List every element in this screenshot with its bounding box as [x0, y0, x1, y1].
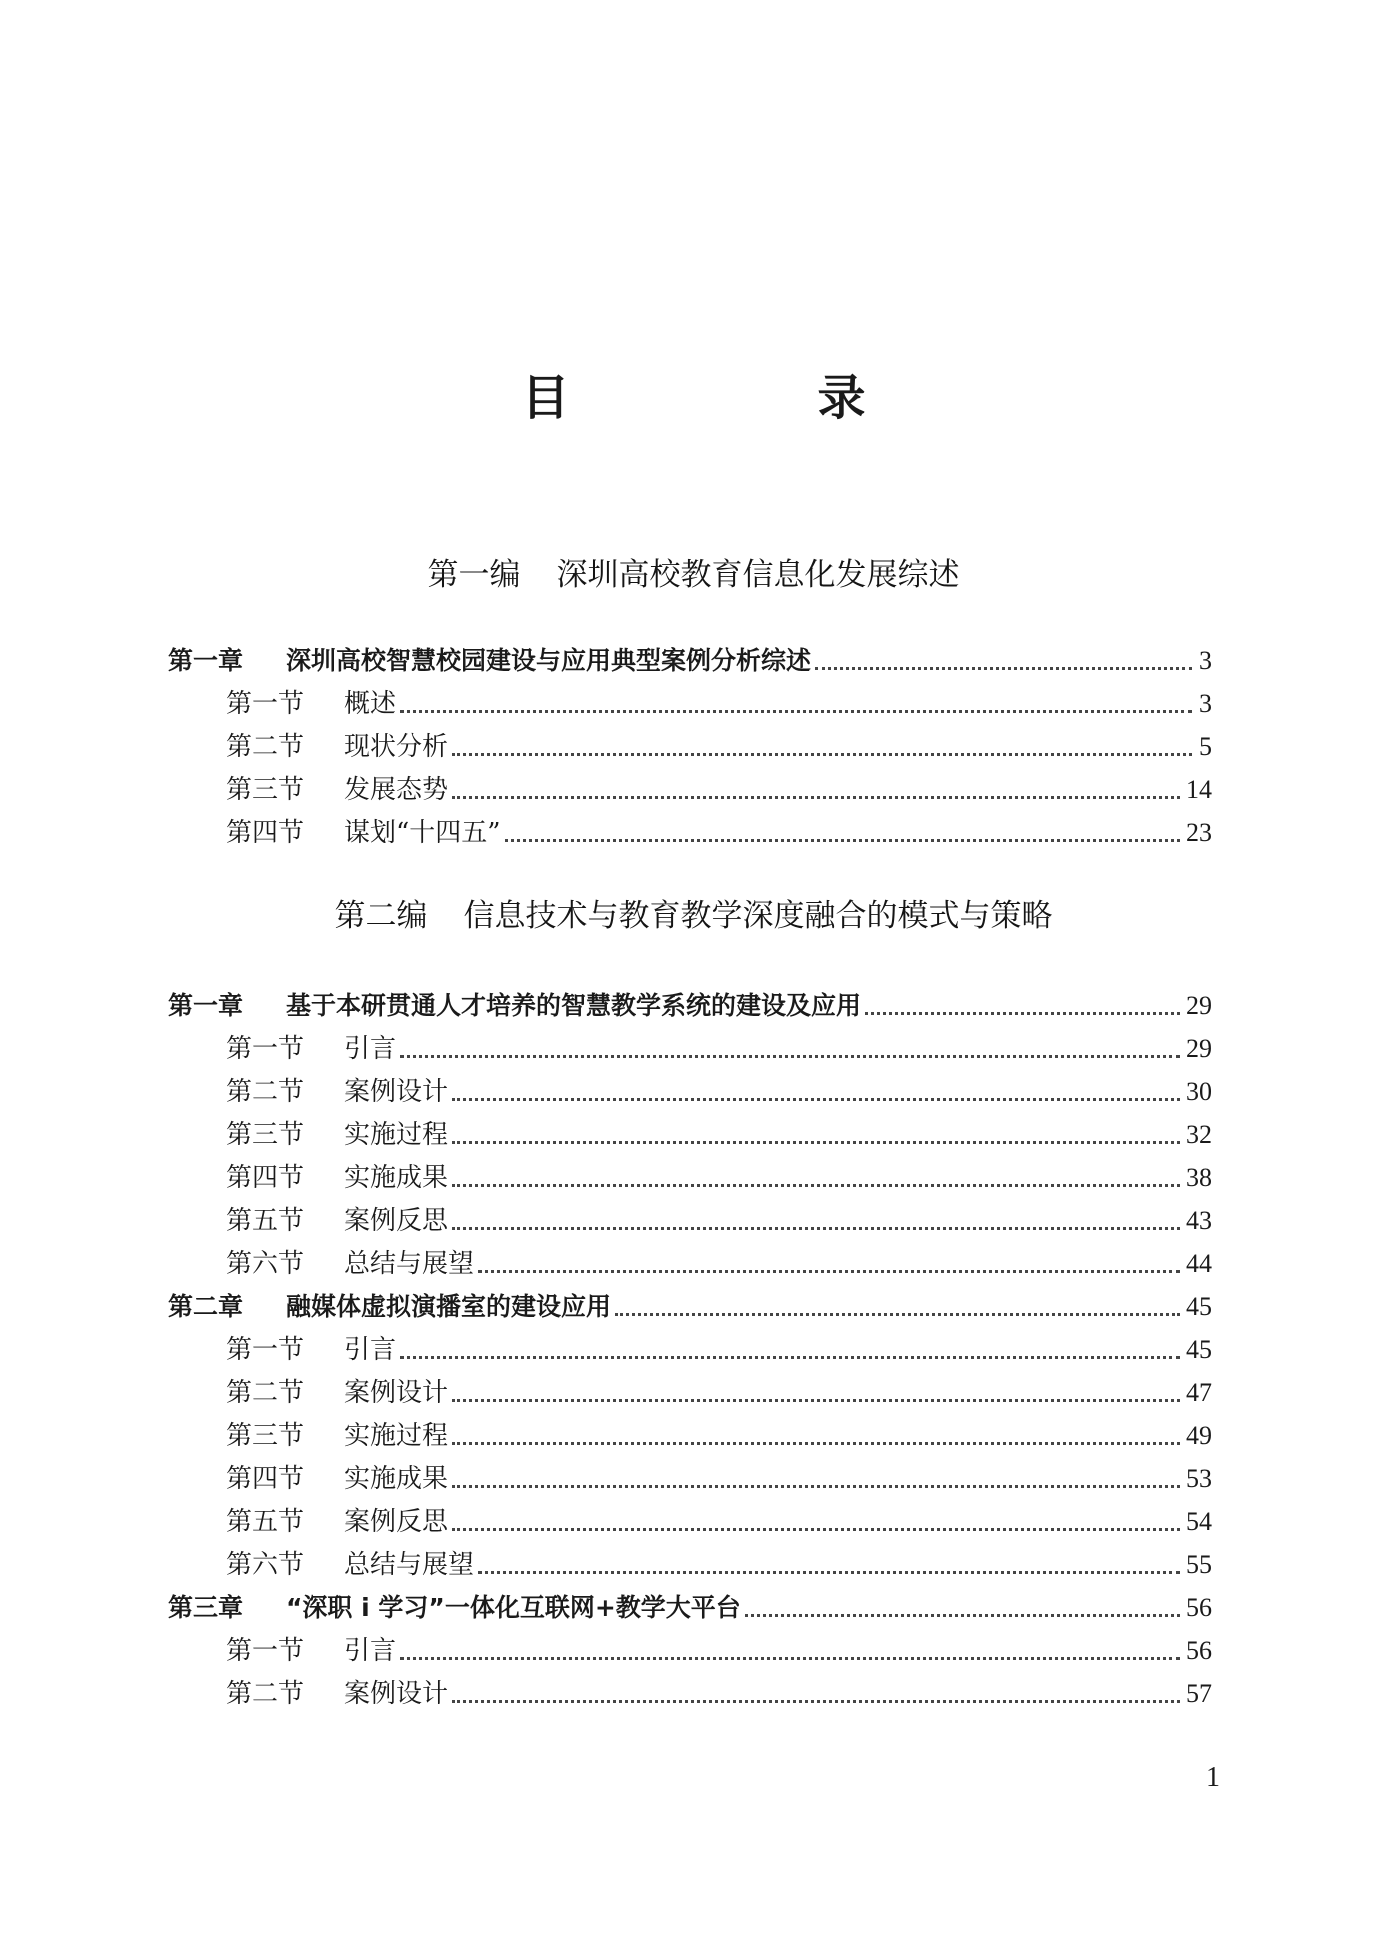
- toc-title: 总结与展望: [344, 1249, 475, 1279]
- toc-number: 第六节: [226, 1249, 305, 1279]
- toc-title: 谋划“十四五”: [344, 818, 501, 848]
- toc-page: 57: [1186, 1679, 1212, 1708]
- dot-leader: [400, 710, 1192, 713]
- toc-section[interactable]: [226, 1500, 1212, 1543]
- part-heading-2: [0, 896, 1387, 936]
- page-title: 目 录: [521, 370, 966, 426]
- part-label: 第一编: [427, 557, 521, 593]
- toc-number: 第三章: [168, 1593, 244, 1622]
- toc-section[interactable]: [226, 682, 1212, 725]
- dot-leader: [452, 1700, 1180, 1703]
- toc-title: 案例设计: [344, 1077, 449, 1107]
- toc-number: 第四节: [226, 1464, 305, 1494]
- toc-page: 49: [1186, 1421, 1212, 1450]
- toc-section[interactable]: [226, 1672, 1212, 1715]
- toc-title: 案例反思: [344, 1206, 449, 1236]
- page-number: 1: [1206, 1762, 1220, 1793]
- toc-chapter[interactable]: [168, 1586, 1212, 1629]
- toc-number: 第一节: [226, 1034, 305, 1064]
- dot-leader: [745, 1614, 1180, 1617]
- part-title: 信息技术与教育教学深度融合的模式与策略: [463, 898, 1053, 934]
- toc-page: 56: [1186, 1593, 1212, 1622]
- dot-leader: [400, 1356, 1180, 1359]
- toc-title: 总结与展望: [344, 1550, 475, 1580]
- toc-number: 第一节: [226, 689, 305, 719]
- toc-title: 发展态势: [344, 775, 449, 805]
- toc-title: 深圳高校智慧校园建设与应用典型案例分析综述: [286, 646, 812, 675]
- toc-number: 第二节: [226, 1378, 305, 1408]
- toc-number: 第三节: [226, 1120, 305, 1150]
- toc-number: 第二节: [226, 1077, 305, 1107]
- part-title: 深圳高校教育信息化发展综述: [556, 557, 960, 593]
- toc-number: 第二章: [168, 1292, 244, 1321]
- toc-section[interactable]: [226, 768, 1212, 811]
- dot-leader: [865, 1012, 1180, 1015]
- dot-leader: [452, 1528, 1180, 1531]
- dot-leader: [452, 1184, 1180, 1187]
- dot-leader: [505, 839, 1180, 842]
- toc-number: 第五节: [226, 1206, 305, 1236]
- toc-title: 案例设计: [344, 1679, 449, 1709]
- toc-page: 53: [1186, 1464, 1212, 1493]
- toc-section[interactable]: [226, 1156, 1212, 1199]
- toc-title: 引言: [344, 1034, 397, 1064]
- toc-chapter[interactable]: [168, 1285, 1212, 1328]
- dot-leader: [478, 1571, 1180, 1574]
- toc-title: 概述: [344, 689, 397, 719]
- toc-section[interactable]: [226, 1328, 1212, 1371]
- toc-title: 案例设计: [344, 1378, 449, 1408]
- toc-title: 引言: [344, 1636, 397, 1666]
- dot-leader: [452, 796, 1180, 799]
- toc-page: 5: [1199, 732, 1212, 761]
- toc-page: 38: [1186, 1163, 1212, 1192]
- part-label: 第二编: [334, 898, 428, 934]
- dot-leader: [452, 1227, 1180, 1230]
- toc-page: 3: [1199, 646, 1212, 675]
- dot-leader: [452, 1141, 1180, 1144]
- toc-title: 实施成果: [344, 1464, 449, 1494]
- toc-section[interactable]: [226, 1199, 1212, 1242]
- toc-page: 29: [1186, 991, 1212, 1020]
- toc-number: 第四节: [226, 1163, 305, 1193]
- toc-number: 第六节: [226, 1550, 305, 1580]
- toc-title: 实施过程: [344, 1120, 449, 1150]
- toc-chapter[interactable]: [168, 639, 1212, 682]
- toc-number: 第四节: [226, 818, 305, 848]
- toc-section[interactable]: [226, 1070, 1212, 1113]
- dot-leader: [452, 1442, 1180, 1445]
- toc-title: 引言: [344, 1335, 397, 1365]
- toc-page: 32: [1186, 1120, 1212, 1149]
- toc-chapter[interactable]: [168, 984, 1212, 1027]
- toc-title: “深职 i 学习”一体化互联网+教学大平台: [286, 1593, 741, 1622]
- toc-number: 第三节: [226, 1421, 305, 1451]
- toc-page: 45: [1186, 1292, 1212, 1321]
- toc-section[interactable]: [226, 1543, 1212, 1586]
- dot-leader: [452, 1485, 1180, 1488]
- toc-title: 融媒体虚拟演播室的建设应用: [286, 1292, 612, 1321]
- toc-section[interactable]: [226, 1629, 1212, 1672]
- part-heading-1: [0, 555, 1387, 595]
- toc-page: 54: [1186, 1507, 1212, 1536]
- toc-number: 第一节: [226, 1335, 305, 1365]
- toc-section[interactable]: [226, 1457, 1212, 1500]
- toc-section[interactable]: [226, 1242, 1212, 1285]
- toc-title: 现状分析: [344, 732, 449, 762]
- toc-page: 14: [1186, 775, 1212, 804]
- toc-number: 第二节: [226, 1679, 305, 1709]
- dot-leader: [452, 1098, 1180, 1101]
- toc-section[interactable]: [226, 1414, 1212, 1457]
- dot-leader: [400, 1657, 1180, 1660]
- toc-section[interactable]: [226, 811, 1212, 854]
- toc-section[interactable]: [226, 1027, 1212, 1070]
- dot-leader: [478, 1270, 1180, 1273]
- toc-page: 30: [1186, 1077, 1212, 1106]
- toc-number: 第一章: [168, 991, 244, 1020]
- dot-leader: [615, 1313, 1180, 1316]
- toc-title: 实施过程: [344, 1421, 449, 1451]
- toc-page: 29: [1186, 1034, 1212, 1063]
- toc-number: 第二节: [226, 732, 305, 762]
- toc-page: 55: [1186, 1550, 1212, 1579]
- toc-page: 47: [1186, 1378, 1212, 1407]
- toc-title: 基于本研贯通人才培养的智慧教学系统的建设及应用: [286, 991, 862, 1020]
- dot-leader: [452, 753, 1192, 756]
- toc-page: 23: [1186, 818, 1212, 847]
- toc-title: 案例反思: [344, 1507, 449, 1537]
- toc-number: 第一章: [168, 646, 244, 675]
- dot-leader: [815, 667, 1192, 670]
- toc-number: 第五节: [226, 1507, 305, 1537]
- toc-page: 3: [1199, 689, 1212, 718]
- toc-page: 45: [1186, 1335, 1212, 1364]
- dot-leader: [400, 1055, 1180, 1058]
- toc-section[interactable]: [226, 1113, 1212, 1156]
- toc-page: 43: [1186, 1206, 1212, 1235]
- dot-leader: [452, 1399, 1180, 1402]
- toc-section[interactable]: [226, 1371, 1212, 1414]
- toc-page: 56: [1186, 1636, 1212, 1665]
- toc-number: 第三节: [226, 775, 305, 805]
- toc-page: 44: [1186, 1249, 1212, 1278]
- toc-title: 实施成果: [344, 1163, 449, 1193]
- toc-section[interactable]: [226, 725, 1212, 768]
- toc-number: 第一节: [226, 1636, 305, 1666]
